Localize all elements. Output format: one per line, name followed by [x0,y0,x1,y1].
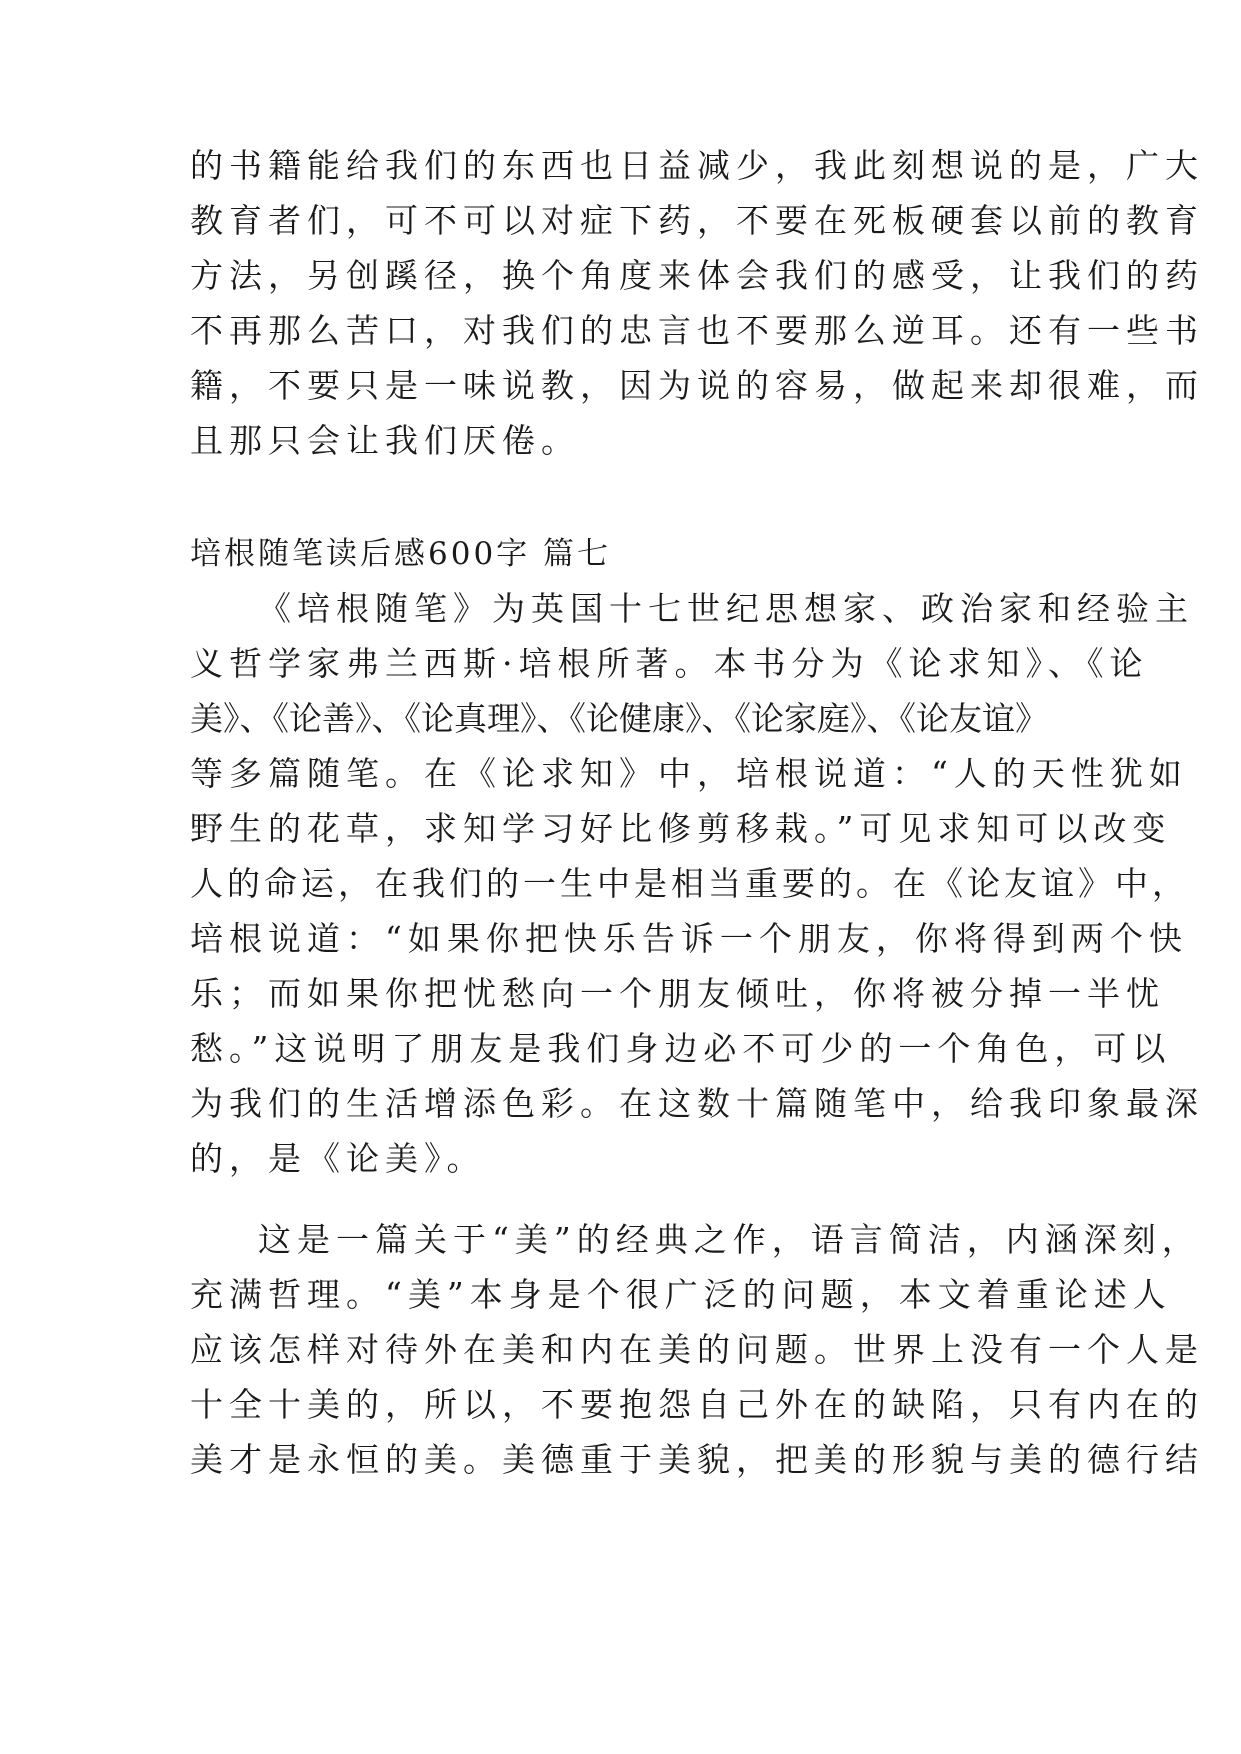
para3-line-2: 充满哲理。“美”本身是个很广泛的问题，本文着重论述人 [190,1275,1172,1314]
para2-line-1: 《培根随笔》为英国十七世纪思想家、政治家和经验主 [258,589,1194,628]
para2-line-2: 义哲学家弗兰西斯·培根所著。本书分为《论求知》、《论 [190,644,1149,683]
para2-line-11: 的，是《论美》。 [190,1139,486,1178]
para3-line-4: 十全十美的，所以，不要抱怨自己外在的缺陷，只有内在的 [190,1385,1204,1424]
para2-line-7: 培根说道：“如果你把快乐告诉一个朋友，你将得到两个快 [190,919,1188,958]
para3-line-3: 应该怎样对待外在美和内在美的问题。世界上没有一个人是 [190,1330,1204,1369]
para3-line-5: 美才是永恒的美。美德重于美貌，把美的形貌与美的德行结 [190,1440,1204,1479]
para1-line-4: 不再那么苦口，对我们的忠言也不要那么逆耳。还有一些书 [190,311,1204,350]
para1-line-5: 籍，不要只是一味说教，因为说的容易，做起来却很难，而 [190,366,1204,405]
section-heading: 培根随笔读后感600字 篇七 [190,536,612,572]
para2-line-6: 人的命运，在我们的一生中是相当重要的。在《论友谊》中， [190,864,1189,903]
para3-line-1: 这是一篇关于“美”的经典之作，语言简洁，内涵深刻， [258,1220,1201,1259]
para2-line-10: 为我们的生活增添色彩。在这数十篇随笔中，给我印象最深 [190,1084,1204,1123]
para1-line-3: 方法，另创蹊径，换个角度来体会我们的感受，让我们的药 [190,256,1204,295]
para1-line-2: 教育者们，可不可以对症下药，不要在死板硬套以前的教育 [190,201,1204,240]
para2-line-5: 野生的花草，求知学习好比修剪移栽。”可见求知可以改变 [190,809,1172,848]
para2-line-8: 乐；而如果你把忧愁向一个朋友倾吐，你将被分掉一半忧 [190,974,1165,1013]
para2-line-3: 美》、《论善》、《论真理》、《论健康》、《论家庭》、《论友谊》 [190,699,1048,738]
para2-line-4: 等多篇随笔。在《论求知》中，培根说道：“人的天性犹如 [190,754,1188,793]
para1-line-1: 的书籍能给我们的东西也日益减少，我此刻想说的是，广大 [190,146,1204,185]
para2-line-9: 愁。”这说明了朋友是我们身边必不可少的一个角色，可以 [190,1029,1172,1068]
para1-line-6: 且那只会让我们厌倦。 [190,421,580,460]
